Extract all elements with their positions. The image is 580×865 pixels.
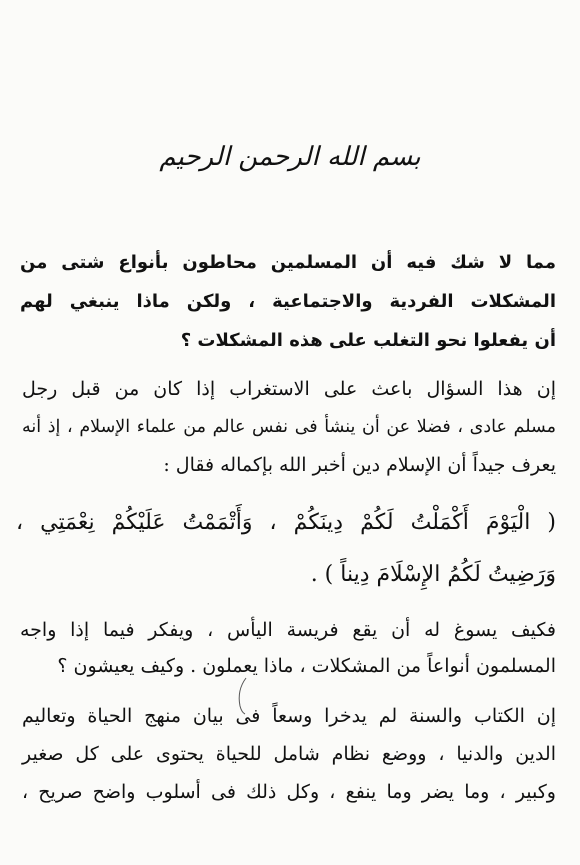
paragraph-1-line-3: يعرف جيداً أن الإسلام دين أخبر الله بإكماله فقال :: [163, 454, 556, 476]
intro-line-2: المشكلات الفردية والاجتماعية ، ولكن ماذا ينبغي لهم: [20, 291, 556, 312]
intro-line-3: أن يفعلوا نحو التغلب على هذه المشكلات ؟: [180, 330, 556, 351]
paragraph-2-line-1: فكيف يسوغ له أن يقع فريسة اليأس ، ويفكر فيما إذا واجه: [20, 619, 556, 641]
paragraph-3-line-3: وكبير ، وما يضر وما ينفع ، وكل ذلك فى أسلوب واضح صريح ،: [22, 781, 556, 803]
paragraph-1-line-1: إن هذا السؤال باعث على الاستغراب إذا كان من قبل رجل: [22, 378, 556, 400]
quran-verse-line-2: وَرَضِيتُ لَكُمُ الإِسْلَامَ دِيناً ) .: [310, 562, 556, 587]
paragraph-3-line-1: إن الكتاب والسنة لم يدخرا وسعاً فى بيان منهج الحياة وتعاليم: [22, 705, 556, 727]
paragraph-1-line-2: مسلم عادى ، فضلا عن أن ينشأ فى نفس عالم من علماء الإسلام ، إذ أنه: [22, 417, 556, 437]
quran-verse-line-1: ( الْيَوْمَ أَكْمَلْتُ لَكُمْ دِينَكُمْ ، وَأَتْمَمْتُ عَلَيْكُمْ نِعْمَتِي ،: [16, 510, 556, 535]
paragraph-1: [22, 370, 556, 484]
basmala-heading: بسم الله الرحمن الرحيم: [159, 142, 421, 172]
paragraph-2-line-2: المسلمون أنواعاً من المشكلات ، ماذا يعملون . وكيف يعيشون ؟: [57, 655, 556, 677]
paragraph-2: [20, 612, 556, 684]
quran-verse: [16, 497, 556, 601]
intro-paragraph: [20, 243, 556, 360]
paragraph-3-line-2: الدين والدنيا ، ووضع نظام شامل للحياة يحتوى على كل صغير: [22, 743, 556, 765]
paragraph-3: [22, 697, 556, 811]
intro-line-1: مما لا شك فيه أن المسلمين محاطون بأنواع شتى من: [20, 252, 556, 273]
